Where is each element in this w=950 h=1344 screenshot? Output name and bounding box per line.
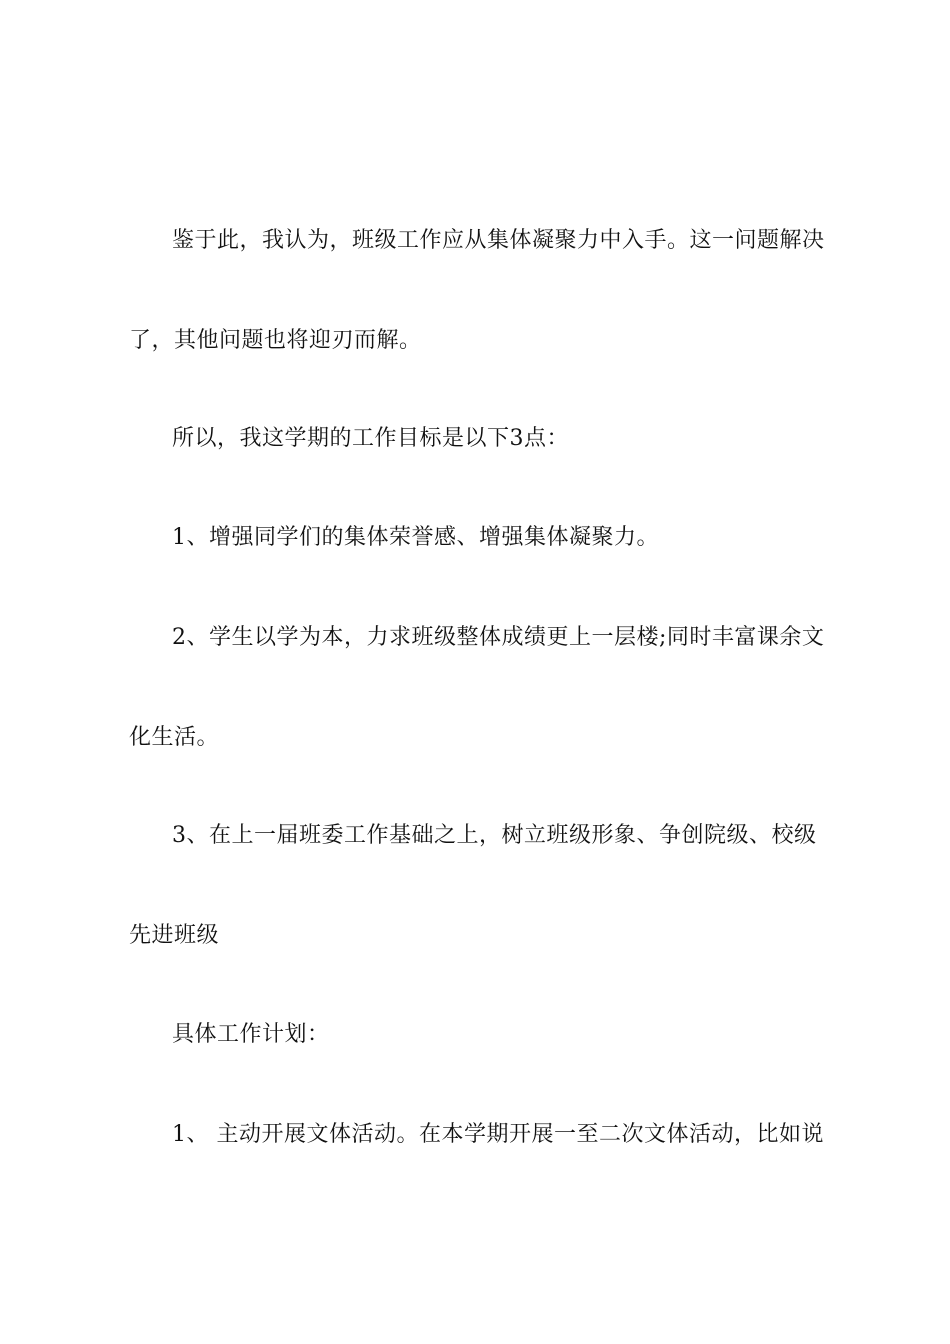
goal-item-3-line-1: 3、在上一届班委工作基础之上，树立班级形象、争创院级、校级: [172, 823, 817, 848]
goal-item-3-line-2: 先进班级: [129, 923, 220, 948]
goal-item-1: 1、增强同学们的集体荣誉感、增强集体凝聚力。: [172, 525, 659, 550]
plan-item-1: 1、 主动开展文体活动。在本学期开展一至二次文体活动，比如说: [172, 1122, 824, 1147]
goals-intro: 所以，我这学期的工作目标是以下3点：: [172, 426, 569, 451]
paragraph-1-line-2: 了，其他问题也将迎刃而解。: [129, 328, 422, 353]
paragraph-1-line-1: 鉴于此，我认为，班级工作应从集体凝聚力中入手。这一问题解决: [172, 228, 825, 253]
goal-item-2-line-1: 2、学生以学为本，力求班级整体成绩更上一层楼;同时丰富课余文: [172, 625, 825, 650]
goal-item-2-line-2: 化生活。: [129, 725, 220, 750]
plan-heading: 具体工作计划：: [172, 1022, 330, 1047]
